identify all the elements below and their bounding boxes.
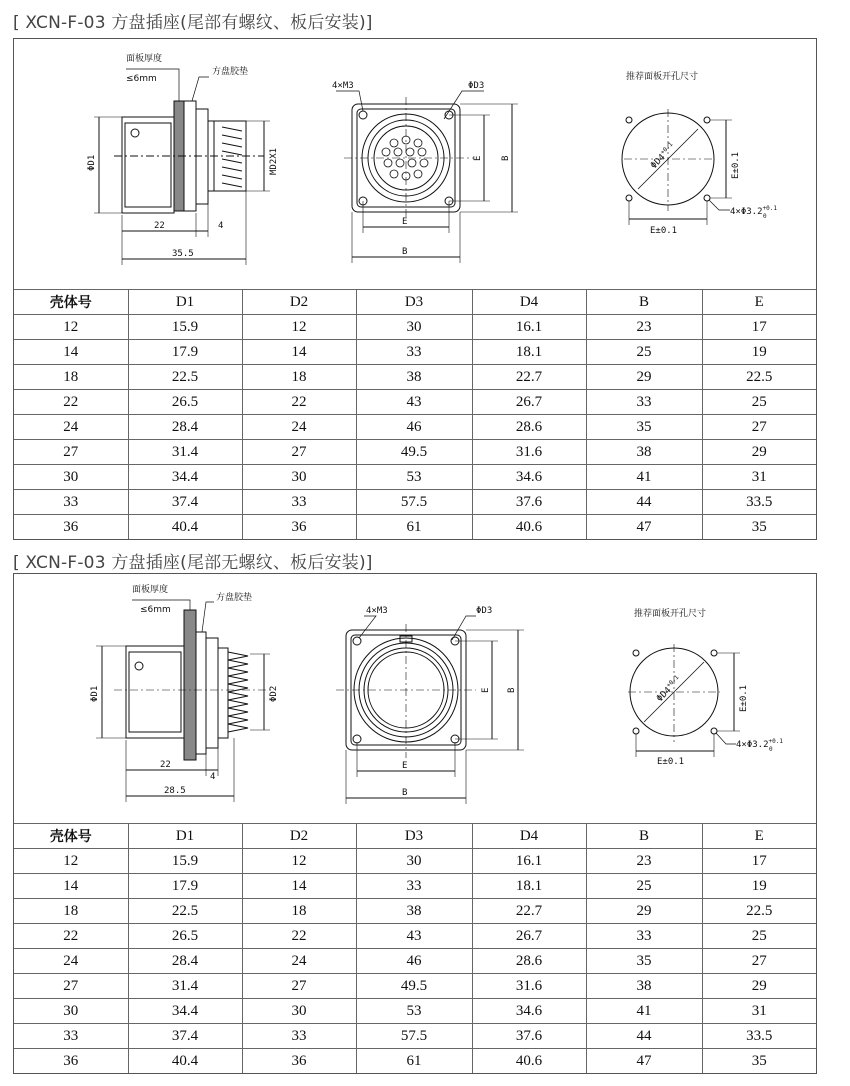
- table-cell: 33: [586, 390, 702, 415]
- label-cutout-title: 推荐面板开孔尺寸: [634, 609, 707, 619]
- table-cell: 35: [702, 1049, 816, 1074]
- table-row: [14, 1049, 816, 1074]
- table-cell: 18: [14, 899, 128, 924]
- table-cell: 31: [702, 465, 816, 490]
- table-cell: 24: [242, 949, 356, 974]
- table-cell: 27: [702, 949, 816, 974]
- table-cell: 25: [586, 874, 702, 899]
- table-header-row: [14, 824, 816, 849]
- table-cell: 17.9: [128, 340, 242, 365]
- table-row: [14, 415, 816, 440]
- column-header: 壳体号: [14, 290, 128, 315]
- column-header: D1: [128, 824, 242, 849]
- label-d4: [654, 674, 684, 704]
- label-d4-tol: +0.1: [665, 673, 681, 690]
- table-cell: 14: [14, 340, 128, 365]
- table-cell: 33: [14, 1024, 128, 1049]
- column-header: D2: [242, 290, 356, 315]
- column-header: D4: [472, 824, 586, 849]
- front-view: [336, 91, 518, 263]
- table-cell: 14: [242, 874, 356, 899]
- table-cell: 15.9: [128, 849, 242, 874]
- table-cell: 18.1: [472, 874, 586, 899]
- table-cell: 14: [242, 340, 356, 365]
- label-b-right: B: [501, 155, 511, 161]
- table-cell: 49.5: [356, 440, 472, 465]
- table-cell: 12: [242, 849, 356, 874]
- label-d3: ΦD3: [476, 606, 493, 616]
- label-cutout-holes-main: 4×Φ3.2: [736, 740, 769, 750]
- column-header: 壳体号: [14, 824, 128, 849]
- label-e-bottom: E: [402, 217, 408, 227]
- table-row: [14, 465, 816, 490]
- table-cell: 43: [356, 924, 472, 949]
- table-cell: 27: [242, 440, 356, 465]
- table-row: [14, 849, 816, 874]
- table-cell: 40.4: [128, 515, 242, 540]
- table-cell: 22.7: [472, 365, 586, 390]
- table-cell: 44: [586, 1024, 702, 1049]
- label-cutout-e-right: E±0.1: [739, 684, 749, 712]
- table-cell: 31.6: [472, 440, 586, 465]
- label-panel-thickness: 面板厚度: [132, 585, 169, 595]
- table-row: [14, 949, 816, 974]
- label-b-right: B: [507, 687, 517, 693]
- label-panel-thickness-max: ≤6mm: [126, 74, 157, 84]
- label-cutout-holes-tol0: 0: [768, 746, 773, 753]
- table-cell: 19: [702, 340, 816, 365]
- column-header: D3: [356, 824, 472, 849]
- table-row: [14, 315, 816, 340]
- table-cell: 12: [14, 849, 128, 874]
- table-cell: 30: [356, 849, 472, 874]
- table-cell: 22.5: [702, 899, 816, 924]
- label-cutout-holes-tol0: 0: [762, 213, 767, 220]
- dim-4: 4: [210, 772, 216, 782]
- table-header-row: [14, 290, 816, 315]
- table-cell: 38: [356, 365, 472, 390]
- table-cell: 28.4: [128, 415, 242, 440]
- table-cell: 26.7: [472, 390, 586, 415]
- table-cell: 37.4: [128, 490, 242, 515]
- table-cell: 15.9: [128, 315, 242, 340]
- column-header: D2: [242, 824, 356, 849]
- table-cell: 36: [14, 1049, 128, 1074]
- table-cell: 46: [356, 415, 472, 440]
- table-cell: 34.6: [472, 465, 586, 490]
- table-cell: 44: [586, 490, 702, 515]
- column-header: B: [586, 824, 702, 849]
- table-cell: 37.6: [472, 490, 586, 515]
- table-row: [14, 899, 816, 924]
- table-cell: 30: [14, 465, 128, 490]
- section-1-panel: [13, 38, 817, 540]
- table-cell: 30: [14, 999, 128, 1024]
- dim-22: 22: [160, 760, 171, 770]
- table-row: [14, 874, 816, 899]
- table-cell: 22: [14, 924, 128, 949]
- front-view: [336, 616, 524, 804]
- table-cell: 36: [14, 515, 128, 540]
- table-cell: 36: [242, 515, 356, 540]
- label-gasket: 方盘胶垫: [212, 67, 249, 77]
- table-cell: 26.5: [128, 390, 242, 415]
- table-cell: 22: [14, 390, 128, 415]
- table-cell: 34.6: [472, 999, 586, 1024]
- table-cell: 29: [702, 440, 816, 465]
- cutout-view: [622, 109, 732, 225]
- table-cell: 24: [14, 415, 128, 440]
- table-cell: 33: [242, 490, 356, 515]
- table-cell: 47: [586, 1049, 702, 1074]
- table-cell: 17.9: [128, 874, 242, 899]
- label-d1: ΦD1: [90, 685, 100, 702]
- dim-4: 4: [218, 221, 224, 231]
- section-2-drawing: [14, 574, 816, 823]
- section-1-title: [ XCN-F-03 方盘插座(尾部有螺纹、板后安装)]: [13, 13, 373, 33]
- side-view: [94, 69, 270, 265]
- table-row: [14, 490, 816, 515]
- label-b-bottom: B: [402, 788, 408, 798]
- label-d4-tol: +0.1: [659, 140, 675, 157]
- table-cell: 53: [356, 999, 472, 1024]
- table-cell: 22: [242, 924, 356, 949]
- table-cell: 37.6: [472, 1024, 586, 1049]
- table-cell: 34.4: [128, 465, 242, 490]
- dim-22: 22: [154, 221, 165, 231]
- table-cell: 35: [586, 949, 702, 974]
- table-cell: 23: [586, 849, 702, 874]
- table-cell: 22.5: [702, 365, 816, 390]
- label-e-bottom: E: [402, 761, 408, 771]
- table-cell: 27: [14, 974, 128, 999]
- table-cell: 17: [702, 315, 816, 340]
- section-2-panel: [13, 573, 817, 1074]
- table-cell: 33.5: [702, 1024, 816, 1049]
- table-cell: 40.6: [472, 1049, 586, 1074]
- connector-drawing-threaded: [14, 39, 816, 289]
- table-cell: 33: [356, 874, 472, 899]
- label-cutout-holes-tol: +0.1: [768, 738, 783, 745]
- column-header: D4: [472, 290, 586, 315]
- label-holes-m3: 4×M3: [366, 606, 388, 616]
- table-cell: 28.6: [472, 949, 586, 974]
- section-2-table: [14, 823, 816, 1073]
- table-cell: 22: [242, 390, 356, 415]
- label-panel-thickness: 面板厚度: [126, 54, 163, 64]
- column-header: D3: [356, 290, 472, 315]
- table-cell: 53: [356, 465, 472, 490]
- label-e-right: E: [473, 155, 483, 161]
- table-cell: 25: [586, 340, 702, 365]
- table-cell: 27: [14, 440, 128, 465]
- table-cell: 29: [586, 899, 702, 924]
- table-row: [14, 999, 816, 1024]
- table-cell: 26.7: [472, 924, 586, 949]
- table-row: [14, 1024, 816, 1049]
- label-thread: MD2X1: [269, 147, 279, 175]
- table-cell: 28.6: [472, 415, 586, 440]
- table-cell: 24: [14, 949, 128, 974]
- table-cell: 40.4: [128, 1049, 242, 1074]
- label-cutout-e-bottom: E±0.1: [657, 757, 685, 767]
- table-cell: 38: [356, 899, 472, 924]
- table-cell: 16.1: [472, 849, 586, 874]
- table-cell: 31.4: [128, 974, 242, 999]
- label-d3: ΦD3: [468, 81, 485, 91]
- table-cell: 38: [586, 440, 702, 465]
- table-cell: 31.4: [128, 440, 242, 465]
- table-cell: 35: [586, 415, 702, 440]
- table-cell: 12: [242, 315, 356, 340]
- table-cell: 18: [242, 899, 356, 924]
- table-cell: 61: [356, 515, 472, 540]
- table-cell: 24: [242, 415, 356, 440]
- table-cell: 41: [586, 999, 702, 1024]
- table-body: [14, 315, 816, 540]
- table-cell: 36: [242, 1049, 356, 1074]
- label-d2: ΦD2: [269, 685, 279, 702]
- table-cell: 30: [242, 999, 356, 1024]
- table-row: [14, 390, 816, 415]
- label-d4: [648, 141, 678, 171]
- table-cell: 35: [702, 515, 816, 540]
- cutout-view: [628, 644, 740, 757]
- table-cell: 23: [586, 315, 702, 340]
- label-gasket: 方盘胶垫: [216, 593, 253, 603]
- table-cell: 38: [586, 974, 702, 999]
- label-cutout-holes: [736, 738, 783, 753]
- table-cell: 12: [14, 315, 128, 340]
- table-cell: 33: [356, 340, 472, 365]
- table-cell: 29: [702, 974, 816, 999]
- label-cutout-title: 推荐面板开孔尺寸: [626, 72, 699, 82]
- table-cell: 22.5: [128, 899, 242, 924]
- table-cell: 61: [356, 1049, 472, 1074]
- table-cell: 18: [242, 365, 356, 390]
- section-1-table: [14, 289, 816, 539]
- table-cell: 33: [14, 490, 128, 515]
- table-cell: 31: [702, 999, 816, 1024]
- table-cell: 28.4: [128, 949, 242, 974]
- table-cell: 47: [586, 515, 702, 540]
- table-cell: 57.5: [356, 1024, 472, 1049]
- label-cutout-e-right: E±0.1: [731, 151, 741, 179]
- label-holes-m3: 4×M3: [332, 81, 354, 91]
- column-header: D1: [128, 290, 242, 315]
- side-view: [96, 600, 274, 802]
- table-row: [14, 340, 816, 365]
- section-1-drawing: [14, 39, 816, 289]
- label-cutout-holes-main: 4×Φ3.2: [730, 207, 763, 217]
- column-header: E: [702, 824, 816, 849]
- table-cell: 25: [702, 390, 816, 415]
- label-b-bottom: B: [402, 247, 408, 257]
- table-cell: 40.6: [472, 515, 586, 540]
- table-cell: 41: [586, 465, 702, 490]
- label-d4-main: ΦD4: [655, 685, 674, 705]
- table-cell: 25: [702, 924, 816, 949]
- table-row: [14, 974, 816, 999]
- table-cell: 33.5: [702, 490, 816, 515]
- table-cell: 17: [702, 849, 816, 874]
- connector-drawing-plain: [14, 574, 816, 823]
- table-cell: 22.7: [472, 899, 586, 924]
- section-2-title: [ XCN-F-03 方盘插座(尾部无螺纹、板后安装)]: [13, 553, 373, 573]
- table-cell: 31.6: [472, 974, 586, 999]
- label-d4-main: ΦD4: [649, 152, 668, 172]
- table-cell: 30: [356, 315, 472, 340]
- table-cell: 27: [242, 974, 356, 999]
- table-cell: 29: [586, 365, 702, 390]
- table-cell: 30: [242, 465, 356, 490]
- table-row: [14, 440, 816, 465]
- dim-total: 28.5: [164, 786, 186, 796]
- label-panel-thickness-max: ≤6mm: [140, 605, 171, 615]
- table-cell: 46: [356, 949, 472, 974]
- table-cell: 18.1: [472, 340, 586, 365]
- table-cell: 26.5: [128, 924, 242, 949]
- table-cell: 18: [14, 365, 128, 390]
- table-cell: 57.5: [356, 490, 472, 515]
- table-cell: 22.5: [128, 365, 242, 390]
- label-d1: ΦD1: [87, 154, 97, 171]
- table-cell: 49.5: [356, 974, 472, 999]
- table-cell: 43: [356, 390, 472, 415]
- table-row: [14, 365, 816, 390]
- label-e-right: E: [481, 687, 491, 693]
- table-cell: 27: [702, 415, 816, 440]
- table-cell: 33: [586, 924, 702, 949]
- column-header: E: [702, 290, 816, 315]
- table-cell: 16.1: [472, 315, 586, 340]
- dim-total: 35.5: [172, 249, 194, 259]
- table-row: [14, 515, 816, 540]
- label-cutout-holes-tol: +0.1: [762, 205, 777, 212]
- table-cell: 34.4: [128, 999, 242, 1024]
- table-row: [14, 924, 816, 949]
- table-cell: 14: [14, 874, 128, 899]
- label-cutout-holes: [730, 205, 777, 220]
- column-header: B: [586, 290, 702, 315]
- table-body: [14, 849, 816, 1074]
- label-cutout-e-bottom: E±0.1: [650, 226, 678, 236]
- table-cell: 33: [242, 1024, 356, 1049]
- table-cell: 37.4: [128, 1024, 242, 1049]
- table-cell: 19: [702, 874, 816, 899]
